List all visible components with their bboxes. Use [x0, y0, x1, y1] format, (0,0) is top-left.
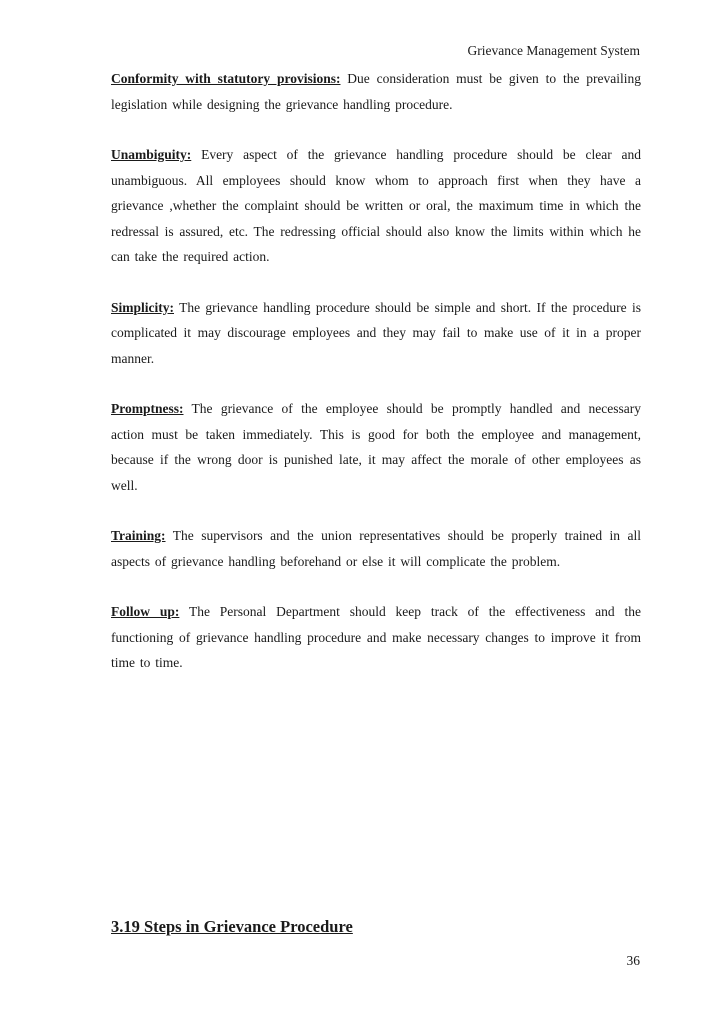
term-promptness: Promptness: — [111, 401, 184, 416]
section-heading: 3.19 Steps in Grievance Procedure — [111, 917, 353, 936]
page-number: 36 — [626, 953, 640, 968]
document-body — [111, 66, 641, 701]
term-simplicity: Simplicity: — [111, 299, 174, 315]
paragraph-text: Every aspect of the grievance handling procedure should be clear and unambiguous. All employees should know whom to approach first when they have a grievance ,whether the complaint should be written or oral, the maximum time in which the redressal is assured, etc. The redressing official should also know the limits within which he can take the required action. — [111, 147, 641, 264]
running-header: Grievance Management System — [467, 43, 640, 58]
paragraph-text: The grievance handling procedure should be simple and short. If the procedure is complicated it may discourage employees and they may fail to make use of it in a proper manner. — [111, 299, 641, 366]
paragraph-unambiguity — [111, 142, 641, 270]
term-unambiguity: Unambiguity: — [111, 147, 192, 162]
paragraph-text: The Personal Department should keep track of the effectiveness and the functioning of grievance handling procedure and make necessary changes to improve it from time to time. — [111, 604, 641, 670]
paragraph-text: Due consideration must be given to the prevailing legislation while designing the grievance handling procedure. — [111, 71, 642, 112]
paragraph-simplicity — [111, 295, 641, 372]
term-follow-up: Follow up: — [111, 604, 180, 619]
paragraph-conformity — [111, 66, 641, 117]
paragraph-promptness — [111, 396, 641, 498]
term-conformity: Conformity with statutory provisions: — [111, 71, 341, 86]
paragraph-text: The supervisors and the union representatives should be properly trained in all aspects of grievance handling beforehand or else it will complicate the problem. — [111, 528, 641, 569]
term-training: Training: — [111, 528, 166, 543]
paragraph-follow-up — [111, 599, 641, 676]
paragraph-training — [111, 523, 641, 574]
paragraph-text: The grievance of the employee should be promptly handled and necessary action must be taken immediately. This is good for both the employee and management, because if the wrong door is punished late, it may affect the morale of other employees as well. — [111, 401, 641, 493]
